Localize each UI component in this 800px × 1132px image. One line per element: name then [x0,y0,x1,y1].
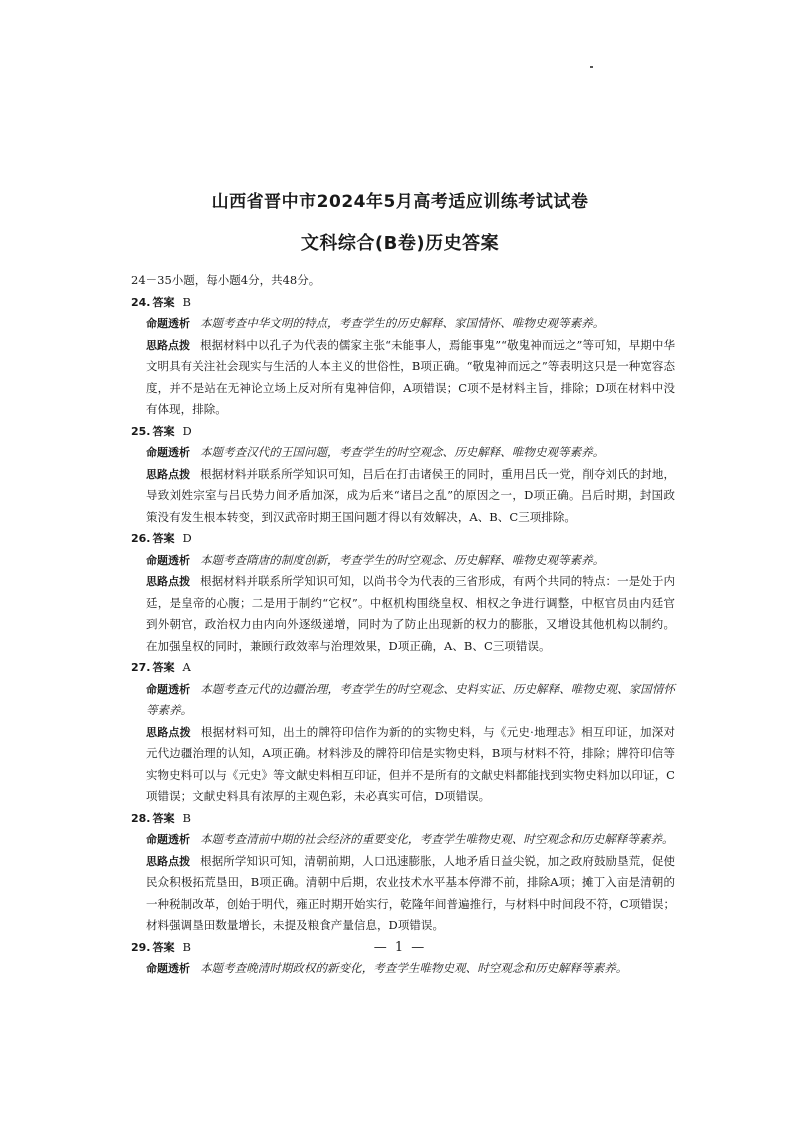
analysis-text: 本题考查元代的边疆治理，考查学生的时空观念、史料实证、历史解释、唯物史观、家国情怀等素养。 [146,681,676,717]
answer-label: 答案 [152,940,175,954]
answer-value: B [182,294,191,309]
analysis-paragraph [131,829,675,851]
guidance-label: 思路点拨 [146,854,191,868]
question-number: 27. [131,661,151,674]
answer-value: B [182,939,191,954]
question-answer-line [131,421,675,443]
answer-value: A [182,660,191,674]
guidance-label: 思路点拨 [146,725,191,739]
guidance-paragraph [131,722,675,808]
guidance-text: 根据材料可知，出土的牌符印信作为新的的实物史料，与《元史·地理志》相互印证，加深对元代边疆治理的认知，A项正确。材料涉及的牌符印信是实物史料，B项与材料不符，排除；牌符印信等实物史料可以与《元史》等文献史料相互印证，但并不是所有的文献史料都能找到实物史料加以印证，C项错误；文献史料具有浓厚的主观色彩，未必真实可信，D项错误。 [146,724,676,803]
analysis-text: 本题考查清前中期的社会经济的重要变化，考查学生唯物史观、时空观念和历史解释等素养。 [200,832,674,846]
answer-label: 答案 [152,811,175,825]
guidance-label: 思路点拨 [146,467,191,481]
page-subtitle: 文科综合(B卷)历史答案 [300,233,500,254]
analysis-text: 本题考查中华文明的特点，考查学生的历史解释、家国情怀、唯物史观等素养。 [200,316,605,330]
analysis-paragraph [131,442,675,464]
question-number: 28. [131,811,151,825]
question-answer-line [131,528,675,550]
question-answer-line [131,808,675,830]
intro-text: 24－35小题，每小题4分，共48分。 [131,273,321,287]
guidance-paragraph [131,335,675,421]
question-number: 24. [131,295,151,309]
analysis-text: 本题考查汉代的王国问题，考查学生的时空观念、历史解释、唯物史观等素养。 [200,445,605,459]
question-number: 29. [131,940,151,954]
guidance-text: 根据材料并联系所学知识可知，吕后在打击诸侯王的同时，重用吕氏一党，削夺刘氏的封地，导致刘姓宗室与吕氏势力间矛盾加深，成为后来“诸吕之乱”的原因之一，D项正确。吕后时期，封国政策没有发生根本转变，到汉武帝时期王国问题才得以有效解决，A、B、C三项排除。 [146,466,676,524]
question-answer-line [131,292,675,314]
answer-content [131,270,675,980]
analysis-paragraph [131,958,675,980]
analysis-label: 命题透析 [146,553,190,567]
analysis-paragraph [131,313,675,335]
answer-value: D [182,423,192,438]
guidance-paragraph [131,464,675,529]
analysis-label: 命题透析 [146,317,190,330]
guidance-text: 根据材料并联系所学知识可知，以尚书令为代表的三省形成，有两个共同的特点：一是处于内廷，是皇帝的心腹；二是用于制约“它权”。中枢机构围绕皇权、相权之争进行调整，中枢官员由内廷官到外朝官，政治权力由内向外逐级递增，同时为了防止出现新的权力的膨胀，又增设其他机构以制约。在加强皇权的同时，兼顾行政效率与治理效果，D项正确，A、B、C三项错误。 [146,574,676,653]
answer-value: D [182,531,192,545]
analysis-label: 命题透析 [146,962,190,975]
guidance-text: 根据所学知识可知，清朝前期，人口迅速膨胀，人地矛盾日益尖锐，加之政府鼓励垦荒，促使民众积极拓荒垦田，B项正确。清朝中后期，农业技术水平基本停滞不前，排除A项；摊丁入亩是清朝的一种税制改革，创始于明代，雍正时期开始实行，乾隆年间普遍推行，与材料中时间段不符，C项错误；材料强调垦田数量增长，未提及粮食产量信息，D项错误。 [146,853,676,932]
page-number: — 1 — [373,940,427,955]
scan-mark [590,66,593,68]
guidance-label: 思路点拨 [146,575,191,588]
question-answer-line [131,657,675,679]
guidance-text: 根据材料中以孔子为代表的儒家主张“未能事人，焉能事鬼”“敬鬼神而远之”等可知，早期中华文明具有关注社会现实与生活的人本主义的世俗性，B项正确。“敬鬼神而远之”等表明这只是一种宽容态度，并不是站在无神论立场上反对所有鬼神信仰，A项错误；C项不是材料主旨，排除；D项在材料中没有体现，排除。 [146,337,675,416]
answer-label: 答案 [152,661,175,674]
analysis-label: 命题透析 [146,682,191,696]
answer-label: 答案 [152,424,175,438]
analysis-text: 本题考查隋唐的制度创新，考查学生的时空观念、历史解释、唯物史观等素养。 [200,552,605,567]
answer-label: 答案 [152,295,175,309]
guidance-label: 思路点拨 [146,338,191,352]
answer-label: 答案 [152,532,175,545]
guidance-paragraph [131,571,675,657]
question-number: 26. [131,532,151,545]
analysis-paragraph [131,679,675,722]
analysis-label: 命题透析 [146,833,190,846]
analysis-paragraph [131,550,675,572]
page-title: 山西省晋中市2024年5月高考适应训练考试试卷 [211,192,589,212]
answer-value: B [182,810,191,825]
guidance-paragraph [131,851,675,937]
question-number: 25. [131,424,151,438]
analysis-label: 命题透析 [146,446,190,459]
analysis-text: 本题考查晚清时期政权的新变化，考查学生唯物史观、时空观念和历史解释等素养。 [200,961,628,975]
